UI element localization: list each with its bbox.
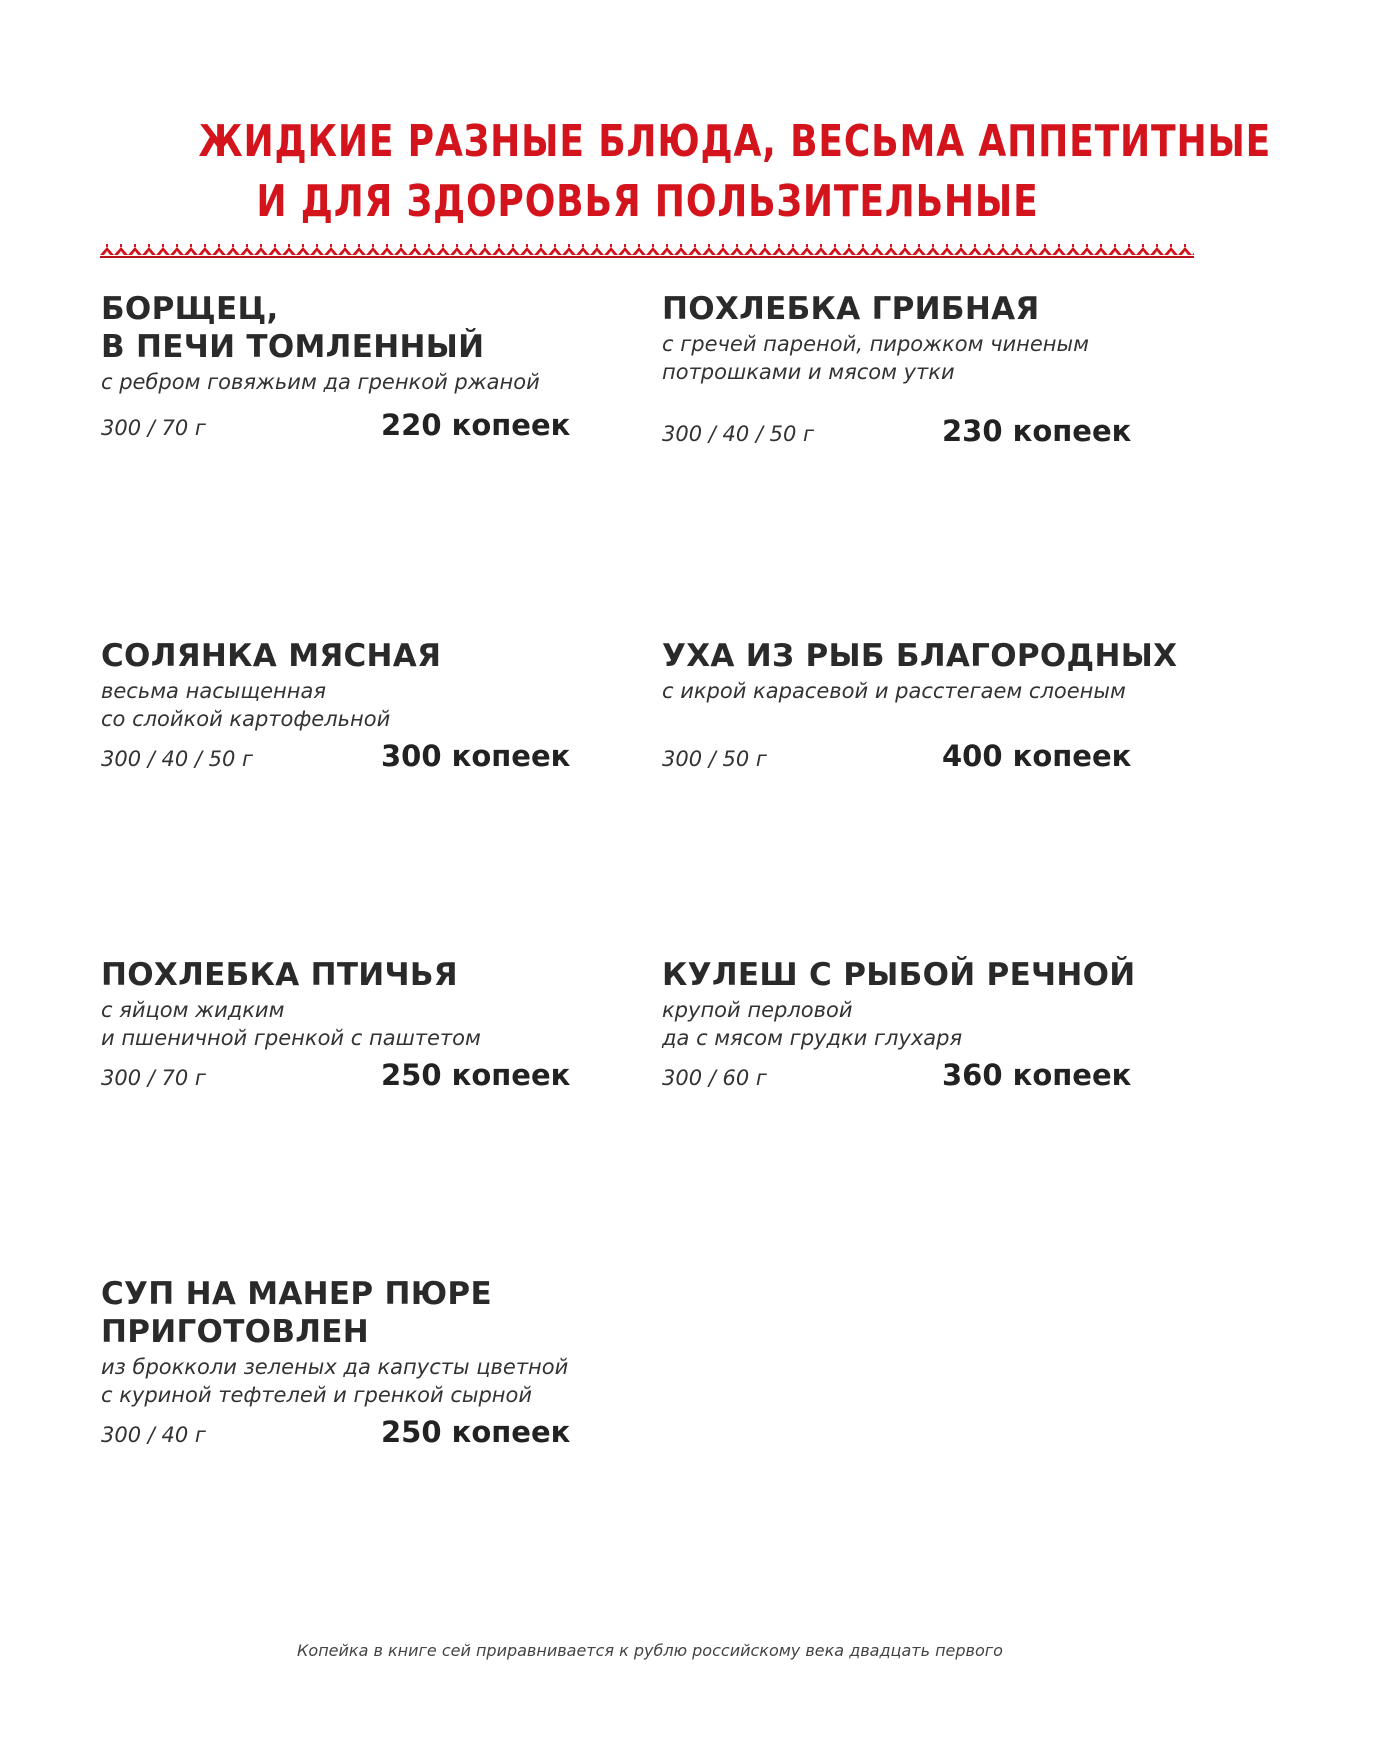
dish-weight: 300 / 50 г xyxy=(662,747,767,771)
dish-meta xyxy=(101,735,621,775)
dish-meta xyxy=(662,735,1182,775)
dish-description: с икрой карасевой и расстегаем слоеным xyxy=(662,679,1126,703)
dish-description: крупой перловой да с мясом грудки глухаря xyxy=(662,998,963,1050)
folk-ornament-divider xyxy=(100,244,1194,258)
menu-item-pokhlebka-gribnaya xyxy=(662,290,1182,450)
dish-meta xyxy=(101,1411,621,1451)
dish-description: с гречей пареной, пирожком чиненым потрошками и мясом утки xyxy=(662,332,1089,384)
dish-name: КУЛЕШ С РЫБОЙ РЕЧНОЙ xyxy=(662,957,1136,993)
dish-name: ПОХЛЕБКА ПТИЧЬЯ xyxy=(101,957,458,993)
menu-section-title-line-1: ЖИДКИЕ РАЗНЫЕ БЛЮДА, ВЕСЬМА АППЕТИТНЫЕ xyxy=(198,116,1272,167)
dish-weight: 300 / 70 г xyxy=(101,416,206,440)
dish-meta xyxy=(101,404,621,444)
menu-item-sup-pyure xyxy=(101,1275,621,1451)
dish-description: с яйцом жидким и пшеничной гренкой с паштетом xyxy=(101,998,481,1050)
dish-weight: 300 / 40 / 50 г xyxy=(101,747,254,771)
dish-weight: 300 / 70 г xyxy=(101,1066,206,1090)
dish-price: 300 копеек xyxy=(381,739,571,773)
dish-weight: 300 / 40 г xyxy=(101,1423,206,1447)
dish-price: 230 копеек xyxy=(942,414,1132,448)
dish-meta xyxy=(101,1054,621,1094)
dish-meta xyxy=(662,1054,1182,1094)
menu-section-title xyxy=(198,112,1272,232)
dish-description: с ребром говяжьим да гренкой ржаной xyxy=(101,370,540,394)
dish-price: 400 копеек xyxy=(942,739,1132,773)
menu-item-solyanka-myasnaya xyxy=(101,637,621,775)
dish-meta xyxy=(662,410,1182,450)
menu-item-ukha xyxy=(662,637,1182,775)
dish-price: 250 копеек xyxy=(381,1058,571,1092)
dish-price: 360 копеек xyxy=(942,1058,1132,1092)
currency-footnote: Копейка в книге сей приравнивается к рублю российскому века двадцать первого xyxy=(297,1641,1003,1660)
menu-item-borshchets xyxy=(101,290,621,444)
dish-price: 220 копеек xyxy=(381,408,571,442)
dish-name: ПОХЛЕБКА ГРИБНАЯ xyxy=(662,291,1040,327)
menu-section-title-line-2: И ДЛЯ ЗДОРОВЬЯ ПОЛЬЗИТЕЛЬНЫЕ xyxy=(256,176,1039,227)
dish-description: весьма насыщенная со слойкой картофельной xyxy=(101,679,391,731)
dish-name: СОЛЯНКА МЯСНАЯ xyxy=(101,638,442,674)
menu-item-kulesh xyxy=(662,956,1182,1094)
dish-weight: 300 / 40 / 50 г xyxy=(662,422,815,446)
dish-description: из брокколи зеленых да капусты цветной с куриной тефтелей и гренкой сырной xyxy=(101,1355,569,1407)
dish-weight: 300 / 60 г xyxy=(662,1066,767,1090)
dish-name: СУП НА МАНЕР ПЮРЕ ПРИГОТОВЛЕН xyxy=(101,1276,492,1350)
dish-name: УХА ИЗ РЫБ БЛАГОРОДНЫХ xyxy=(662,638,1178,674)
dish-name: БОРЩЕЦ, В ПЕЧИ ТОМЛЕННЫЙ xyxy=(101,291,485,365)
menu-item-pokhlebka-ptichya xyxy=(101,956,621,1094)
dish-price: 250 копеек xyxy=(381,1415,571,1449)
